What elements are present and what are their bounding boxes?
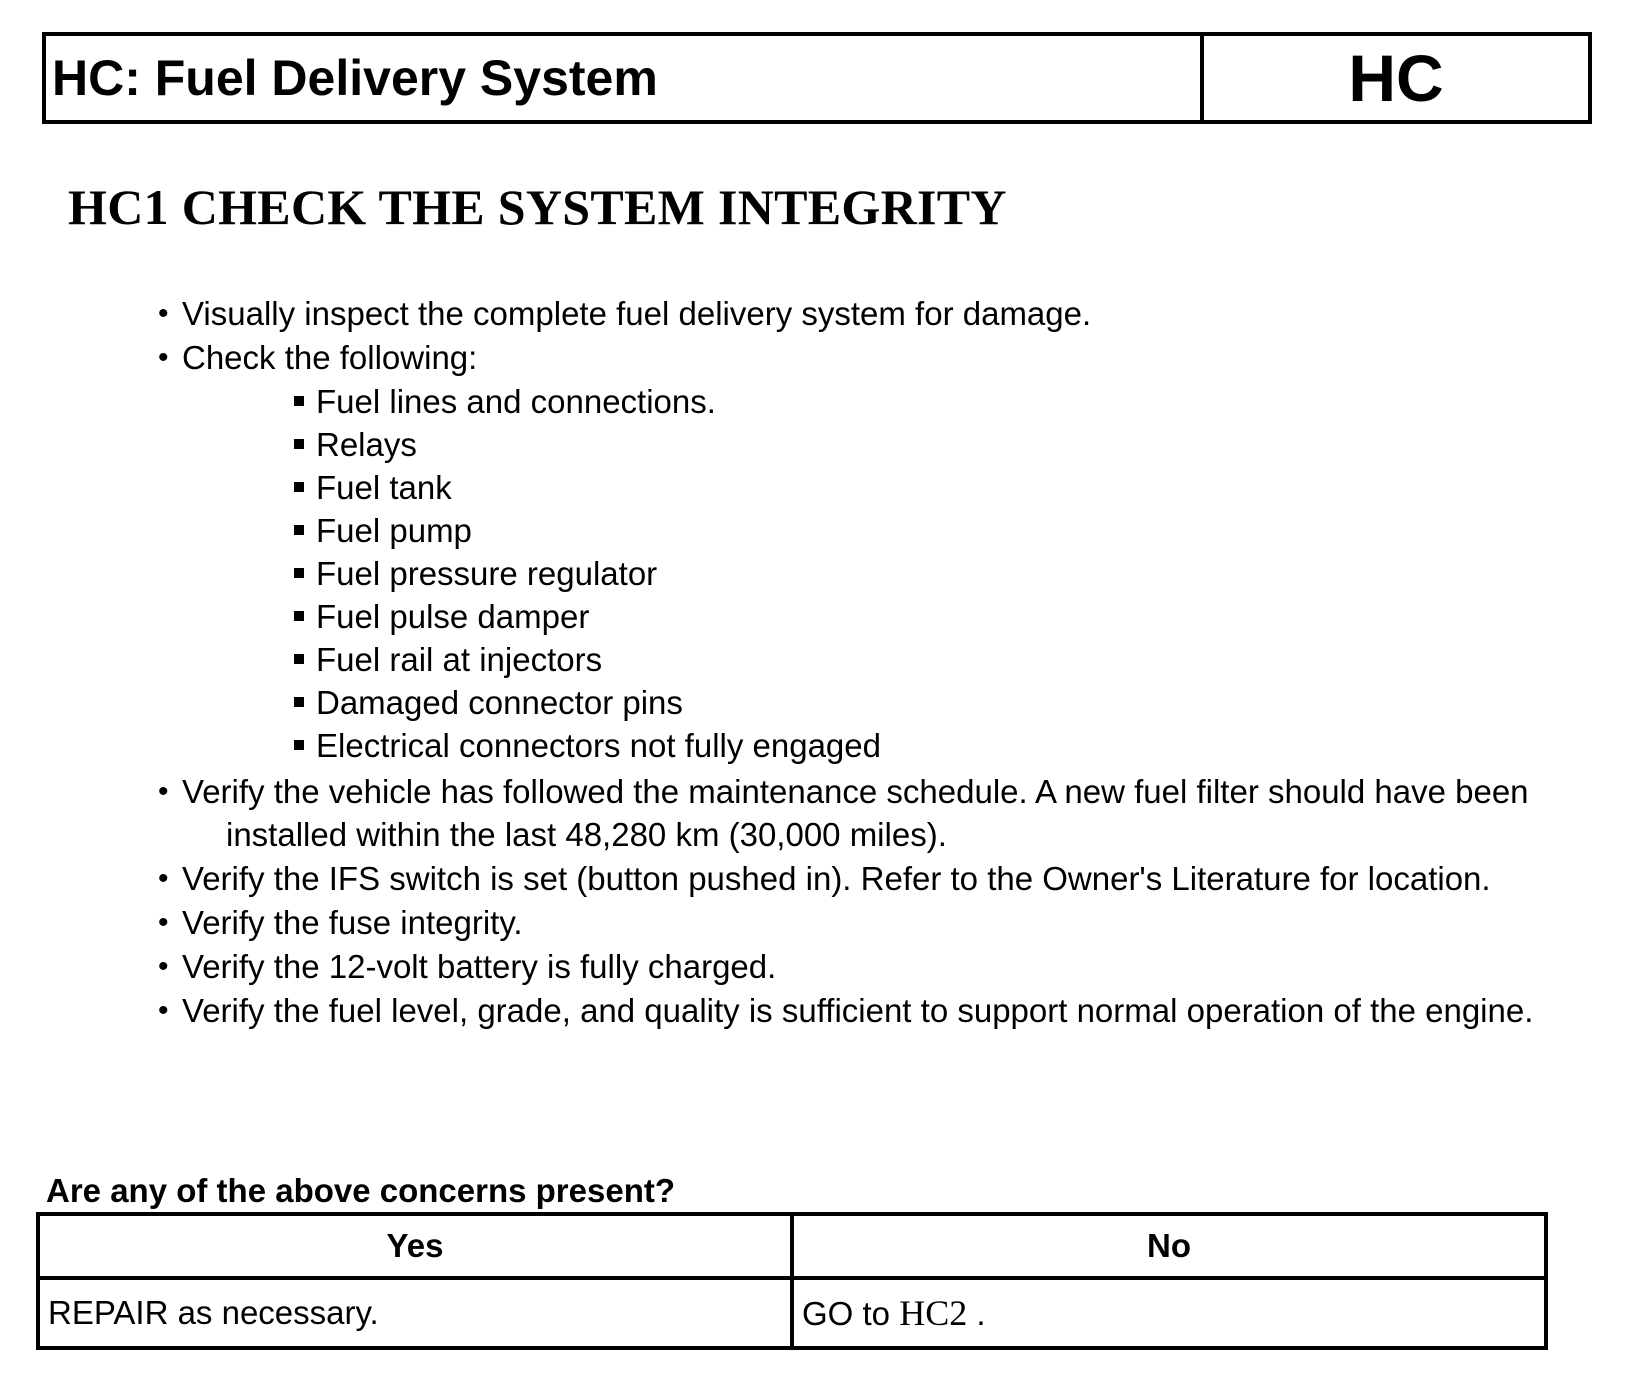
header-table <box>42 32 1592 124</box>
table-row <box>38 1278 1546 1348</box>
yes-action-cell: REPAIR as necessary. <box>38 1278 792 1348</box>
sub-list-item-text: Fuel lines and connections. <box>316 383 716 420</box>
square-bullet-icon <box>294 396 304 406</box>
question-prompt: Are any of the above concerns present? <box>46 1172 676 1209</box>
square-bullet-icon <box>294 611 304 621</box>
answer-table <box>36 1212 1548 1350</box>
sub-list-item <box>292 509 1638 552</box>
sub-list-item <box>292 681 1638 724</box>
sub-list-item-text: Relays <box>316 426 417 463</box>
list-item <box>158 989 1638 1032</box>
sub-list-item-text: Damaged connector pins <box>316 684 683 721</box>
sub-list-item-text: Fuel tank <box>316 469 452 506</box>
square-bullet-icon <box>294 568 304 578</box>
list-item-text: Verify the IFS switch is set (button pushed in). Refer to the Owner's Literature for location. <box>182 860 1491 897</box>
yes-column-header: Yes <box>38 1214 792 1278</box>
sub-list-item-text: Fuel pressure regulator <box>316 555 658 592</box>
list-item-text: Verify the 12-volt battery is fully charged. <box>182 948 777 985</box>
no-action-prefix: GO to <box>802 1295 900 1332</box>
bullet-icon: • <box>158 775 169 808</box>
sub-list-item <box>292 380 1638 423</box>
square-bullet-icon <box>294 740 304 750</box>
page-title: HC: Fuel Delivery System <box>46 36 1204 120</box>
square-bullet-icon <box>294 654 304 664</box>
bullet-icon: • <box>158 950 169 983</box>
list-item <box>158 336 1638 379</box>
sub-list-item <box>292 466 1638 509</box>
bullet-icon: • <box>158 297 169 330</box>
sub-list-item-text: Fuel pump <box>316 512 472 549</box>
table-header-row <box>38 1214 1546 1278</box>
sub-list-item-text: Fuel pulse damper <box>316 598 590 635</box>
square-bullet-icon <box>294 482 304 492</box>
list-item-text: Verify the fuse integrity. <box>182 904 523 941</box>
bullet-icon: • <box>158 862 169 895</box>
sub-list-item <box>292 423 1638 466</box>
square-bullet-icon <box>294 439 304 449</box>
square-bullet-icon <box>294 525 304 535</box>
hc2-link[interactable]: HC2 <box>899 1293 968 1333</box>
section-code: HC <box>1348 41 1444 115</box>
sub-checklist <box>292 380 1638 767</box>
no-action-cell <box>792 1278 1546 1348</box>
sub-list-item <box>292 724 1638 767</box>
list-item-text: Verify the fuel level, grade, and quality is sufficient to support normal operation of the engine. <box>182 992 1534 1029</box>
bullet-icon: • <box>158 906 169 939</box>
checklist <box>158 292 1638 1033</box>
list-item <box>158 901 1638 944</box>
sub-list-item <box>292 638 1638 681</box>
section-heading: HC1 CHECK THE SYSTEM INTEGRITY <box>68 179 1007 235</box>
sub-list-item-text: Electrical connectors not fully engaged <box>316 727 881 764</box>
list-item-text: Visually inspect the complete fuel delivery system for damage. <box>182 295 1092 332</box>
list-item <box>158 945 1638 988</box>
square-bullet-icon <box>294 697 304 707</box>
bullet-icon: • <box>158 994 169 1027</box>
no-column-header: No <box>792 1214 1546 1278</box>
list-item-text: Check the following: <box>182 339 478 376</box>
no-action-suffix: . <box>967 1295 986 1332</box>
sub-list-item <box>292 595 1638 638</box>
sub-list-item-text: Fuel rail at injectors <box>316 641 603 678</box>
list-item-text: Verify the vehicle has followed the maintenance schedule. A new fuel filter should have been installed within the last 48,280 km (30,000 miles). <box>182 773 1529 853</box>
sub-list-item <box>292 552 1638 595</box>
list-item <box>158 292 1638 335</box>
list-item <box>158 770 1638 856</box>
bullet-icon: • <box>158 341 169 374</box>
list-item <box>158 857 1638 900</box>
